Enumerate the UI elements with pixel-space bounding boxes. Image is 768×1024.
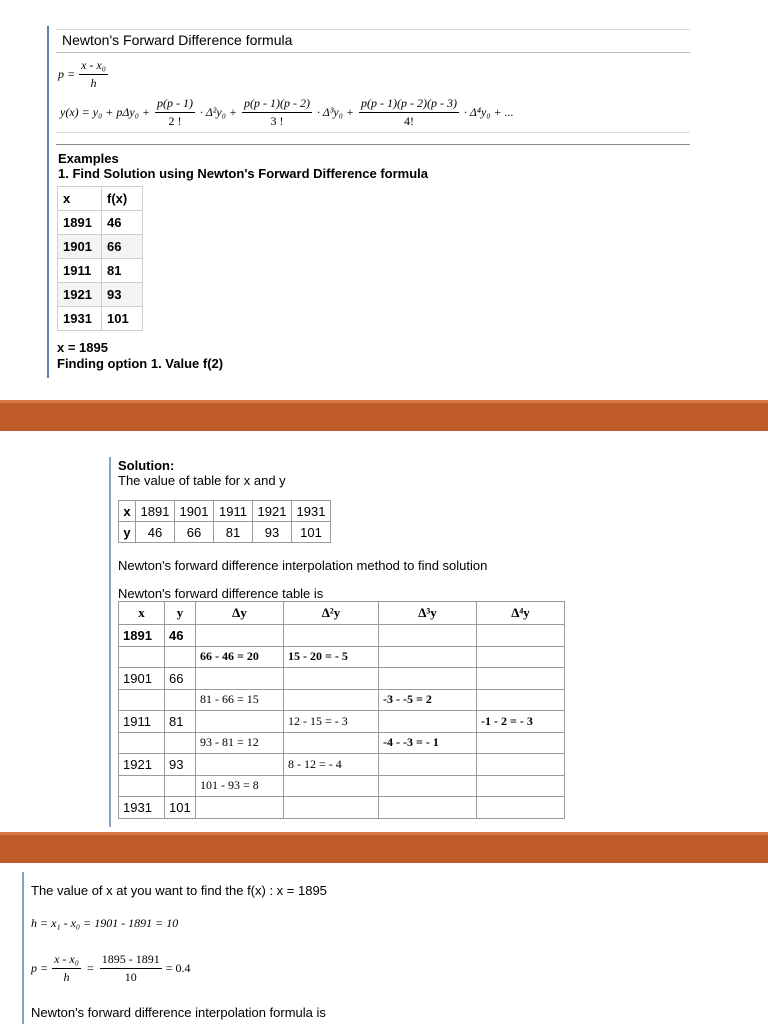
formula-intro-text: Newton's forward difference interpolation formula is	[31, 1005, 326, 1020]
header-x: x	[119, 602, 165, 625]
cell	[379, 668, 477, 690]
cell	[477, 775, 565, 797]
table-header-row	[58, 187, 143, 211]
row-label-y: y	[119, 522, 136, 543]
cell	[196, 797, 284, 819]
cell-x: 1911	[58, 259, 102, 283]
cell-x: 1931	[58, 307, 102, 331]
delta2-cell: 15 - 20 = - 5	[284, 646, 379, 668]
table-row	[119, 646, 565, 668]
section-divider-line	[47, 26, 49, 378]
section-divider-line	[109, 457, 111, 827]
term1-denominator: 2 !	[168, 114, 182, 128]
problem-statement: 1. Find Solution using Newton's Forward Difference formula	[58, 166, 429, 181]
header-delta3-y: Δ³y	[379, 602, 477, 625]
cell	[119, 689, 165, 711]
cell: 1921	[253, 501, 292, 522]
table-row	[119, 501, 331, 522]
cell-x: 1901	[58, 235, 102, 259]
p-lhs: p =	[58, 67, 76, 81]
cell-x: 1931	[119, 797, 165, 819]
finding-option: Finding option 1. Value f(2)	[57, 356, 224, 371]
cell	[379, 775, 477, 797]
p-denominator-value: 10	[124, 970, 137, 984]
section-divider-line	[22, 872, 24, 1024]
difference-table	[118, 601, 565, 819]
table-row	[58, 235, 143, 259]
cell: 1901	[175, 501, 214, 522]
table-row	[58, 283, 143, 307]
cell	[379, 711, 477, 733]
cell	[477, 689, 565, 711]
cell-x: 1901	[119, 668, 165, 690]
cell	[379, 754, 477, 776]
divider	[56, 132, 690, 133]
h-calculation: h = x₁ - x₀ = 1901 - 1891 = 10	[31, 916, 179, 930]
cell	[477, 625, 565, 647]
header-delta4-y: Δ⁴y	[477, 602, 565, 625]
table-row	[58, 307, 143, 331]
cell	[119, 732, 165, 754]
term1-tail: · Δ²y₀ +	[199, 105, 238, 119]
delta1-cell: 93 - 81 = 12	[196, 732, 284, 754]
examples-block	[58, 151, 428, 181]
table-row	[58, 259, 143, 283]
cell: 93	[253, 522, 292, 543]
table-row	[119, 732, 565, 754]
formula-section	[0, 0, 768, 400]
band-highlight	[0, 400, 768, 403]
p-lhs: p =	[31, 961, 49, 975]
xy-table	[118, 500, 331, 543]
target-x-text: The value of x at you want to find the f(x) : x = 1895	[31, 883, 327, 898]
p-calculation	[31, 952, 191, 985]
cell	[119, 646, 165, 668]
header-y: y	[165, 602, 196, 625]
header-delta-y: Δy	[196, 602, 284, 625]
delta2-cell: 8 - 12 = - 4	[284, 754, 379, 776]
table-row	[119, 522, 331, 543]
newton-forward-formula	[58, 96, 516, 129]
p-fraction-numeric	[100, 952, 162, 985]
p-denominator: h	[63, 970, 70, 984]
table-value-text: The value of table for x and y	[118, 473, 286, 488]
term3-denominator: 4!	[404, 114, 415, 128]
cell	[477, 797, 565, 819]
p-numerator-value: 1895 - 1891	[100, 952, 162, 969]
header-fx: f(x)	[102, 187, 143, 211]
cell	[477, 646, 565, 668]
p-result: = 0.4	[165, 961, 191, 975]
cell-y: 93	[165, 754, 196, 776]
cell	[284, 732, 379, 754]
formula-lhs: y(x) = y₀ + pΔy₀ +	[60, 105, 150, 119]
query-block	[57, 340, 223, 372]
cell-x: 1891	[119, 625, 165, 647]
p-fraction	[79, 58, 108, 91]
cell: 1891	[136, 501, 175, 522]
cell	[477, 732, 565, 754]
table-row	[119, 668, 565, 690]
cell	[119, 775, 165, 797]
cell	[165, 732, 196, 754]
cell: 66	[175, 522, 214, 543]
cell-x: 1911	[119, 711, 165, 733]
delta2-cell: 12 - 15 = - 3	[284, 711, 379, 733]
delta3-cell: -4 - -3 = - 1	[379, 732, 477, 754]
equals-sign: =	[86, 961, 94, 975]
divider	[56, 52, 690, 53]
data-table	[57, 186, 143, 331]
p-denominator: h	[90, 76, 97, 90]
header-x: x	[58, 187, 102, 211]
cell-y: 46	[165, 625, 196, 647]
cell	[196, 625, 284, 647]
solution-label: Solution:	[118, 458, 175, 473]
band-highlight	[0, 832, 768, 835]
cell-x: 1921	[119, 754, 165, 776]
cell	[196, 711, 284, 733]
formula-title: Newton's Forward Difference formula	[62, 32, 293, 48]
cell	[284, 775, 379, 797]
calculation-section	[0, 864, 768, 1024]
cell	[165, 689, 196, 711]
table-row	[119, 797, 565, 819]
term1-fraction	[155, 96, 195, 129]
cell	[165, 646, 196, 668]
cell	[284, 668, 379, 690]
cell: 81	[214, 522, 253, 543]
cell: 101	[292, 522, 331, 543]
term3-numerator: p(p - 1)(p - 2)(p - 3)	[359, 96, 459, 113]
delta3-cell: -3 - -5 = 2	[379, 689, 477, 711]
p-formula	[58, 58, 108, 91]
p-numerator: x - x₀	[52, 952, 81, 969]
divider	[56, 29, 690, 30]
cell	[379, 797, 477, 819]
table-row	[119, 754, 565, 776]
cell-y: 66	[165, 668, 196, 690]
table-row	[119, 625, 565, 647]
row-label-x: x	[119, 501, 136, 522]
delta1-cell: 101 - 93 = 8	[196, 775, 284, 797]
table-header-row	[119, 602, 565, 625]
term1-numerator: p(p - 1)	[155, 96, 195, 113]
p-fraction-symbolic	[52, 952, 81, 985]
table-label: Newton's forward difference table is	[118, 586, 324, 601]
solution-section	[0, 432, 768, 832]
cell: 1931	[292, 501, 331, 522]
cell-fx: 46	[102, 211, 143, 235]
term2-fraction	[242, 96, 312, 129]
cell	[284, 797, 379, 819]
cell: 46	[136, 522, 175, 543]
examples-heading: Examples	[58, 151, 119, 166]
table-row	[119, 711, 565, 733]
slide-separator-band	[0, 400, 768, 431]
slide-separator-band	[0, 832, 768, 863]
cell-fx: 101	[102, 307, 143, 331]
term3-tail: · Δ⁴y₀ + ...	[464, 105, 514, 119]
cell-y: 101	[165, 797, 196, 819]
cell	[196, 668, 284, 690]
cell	[165, 775, 196, 797]
delta1-cell: 66 - 46 = 20	[196, 646, 284, 668]
cell-fx: 66	[102, 235, 143, 259]
cell: 1911	[214, 501, 253, 522]
term2-denominator: 3 !	[270, 114, 284, 128]
header-delta2-y: Δ²y	[284, 602, 379, 625]
term2-numerator: p(p - 1)(p - 2)	[242, 96, 312, 113]
cell	[477, 754, 565, 776]
cell	[284, 625, 379, 647]
cell	[284, 689, 379, 711]
cell	[379, 646, 477, 668]
delta1-cell: 81 - 66 = 15	[196, 689, 284, 711]
cell	[196, 754, 284, 776]
delta4-cell: -1 - 2 = - 3	[477, 711, 565, 733]
term3-fraction	[359, 96, 459, 129]
table-row	[119, 775, 565, 797]
cell-fx: 81	[102, 259, 143, 283]
cell	[477, 668, 565, 690]
cell-x: 1891	[58, 211, 102, 235]
divider	[56, 144, 690, 145]
cell-y: 81	[165, 711, 196, 733]
cell	[379, 625, 477, 647]
table-row	[58, 211, 143, 235]
cell-fx: 93	[102, 283, 143, 307]
table-row	[119, 689, 565, 711]
term2-tail: · Δ³y₀ +	[317, 105, 355, 119]
method-text: Newton's forward difference interpolation method to find solution	[118, 558, 488, 573]
cell-x: 1921	[58, 283, 102, 307]
x-value: x = 1895	[57, 340, 108, 355]
p-numerator: x - x₀	[79, 58, 108, 75]
